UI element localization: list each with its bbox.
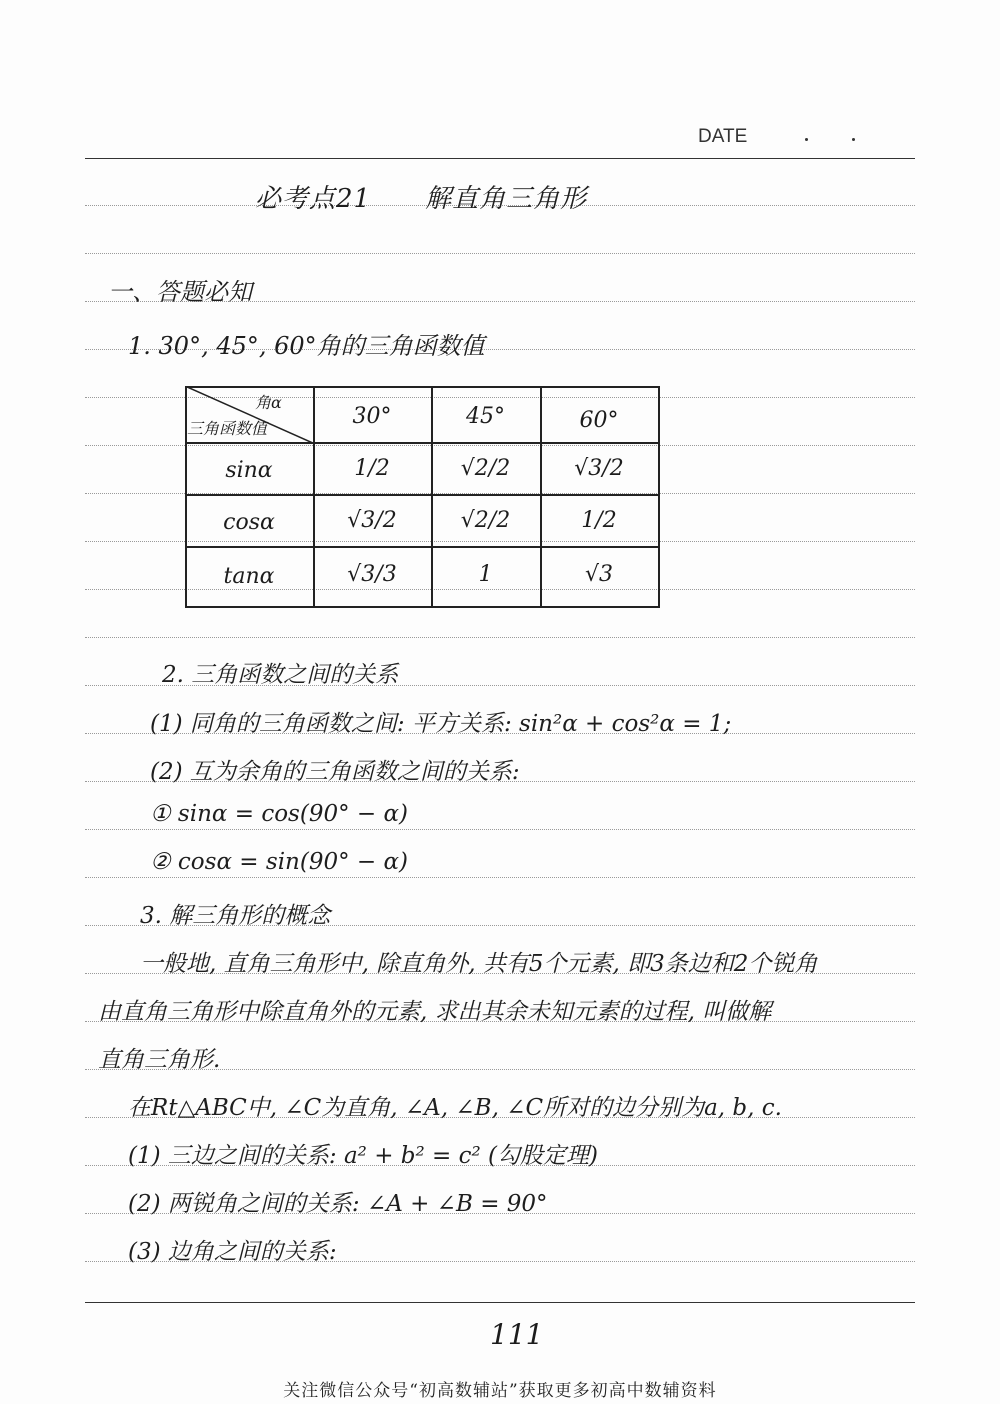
date-label: DATE (698, 126, 748, 147)
table-cell: 1 (478, 562, 493, 587)
trig-value-table (185, 386, 660, 608)
table-cell: √3/2 (574, 456, 624, 481)
note-line: (1) 三边之间的关系: a² + b² = c² (勾股定理) (128, 1143, 598, 1169)
date-dot (852, 138, 855, 141)
bottom-rule (85, 1302, 915, 1303)
ruled-line (85, 877, 915, 878)
row-label: cosα (223, 510, 275, 535)
footer-note: 关注微信公众号“初高数辅站”获取更多初高中数辅资料 (283, 1381, 717, 1401)
ruled-line (85, 829, 915, 830)
note-line: 在Rt△ABC中, ∠C为直角, ∠A, ∠B, ∠C所对的边分别为a, b, c. (128, 1095, 782, 1121)
row-label: sinα (225, 458, 273, 483)
header-rule (85, 158, 915, 159)
column-header: 30° (352, 404, 392, 429)
table-cell: 1/2 (354, 456, 390, 481)
subsection-heading: 1. 30°, 45°, 60°角的三角函数值 (128, 332, 485, 360)
note-line: (2) 互为余角的三角函数之间的关系: (150, 759, 520, 785)
page-title (255, 178, 587, 215)
paragraph-line: 由直角三角形中除直角外的元素, 求出其余未知元素的过程, 叫做解 (98, 999, 772, 1025)
note-line: ② cosα = sin(90° − α) (150, 849, 408, 875)
page-number: 111 (490, 1318, 544, 1351)
subsection-heading: 3. 解三角形的概念 (140, 903, 331, 929)
column-header: 45° (466, 404, 505, 429)
corner-header-function: 三角函数值 (187, 419, 268, 438)
title-topic: 解直角三角形 (425, 184, 588, 214)
column-header: 60° (579, 408, 619, 433)
table-cell: √2/2 (460, 508, 511, 533)
paragraph-line: 一般地, 直角三角形中, 除直角外, 共有5个元素, 即3条边和2个锐角 (140, 951, 818, 977)
table-cell: √2/2 (460, 456, 511, 481)
corner-header-angle: 角α (255, 393, 282, 412)
ruled-line (85, 253, 915, 254)
ruled-line (85, 637, 915, 638)
table-cell: √3 (584, 562, 613, 587)
paragraph-line: 直角三角形. (98, 1047, 221, 1073)
note-line: ① sinα = cos(90° − α) (150, 801, 408, 827)
note-line: (3) 边角之间的关系: (128, 1239, 337, 1265)
note-line: (1) 同角的三角函数之间: 平方关系: sin²α + cos²α = 1; (150, 711, 732, 737)
table-cell: √3/2 (347, 508, 397, 533)
section-heading: 一、答题必知 (108, 278, 252, 306)
table-row-divider (185, 494, 660, 496)
row-label: tanα (223, 564, 275, 589)
title-label: 必考点21 (255, 184, 372, 214)
table-cell: 1/2 (581, 508, 617, 533)
subsection-heading: 2. 三角函数之间的关系 (162, 662, 399, 688)
table-row-divider (185, 546, 660, 548)
date-dot (805, 138, 808, 141)
table-cell: √3/3 (347, 562, 397, 587)
note-line: (2) 两锐角之间的关系: ∠A + ∠B = 90° (128, 1191, 548, 1217)
table-row-divider (185, 442, 660, 444)
